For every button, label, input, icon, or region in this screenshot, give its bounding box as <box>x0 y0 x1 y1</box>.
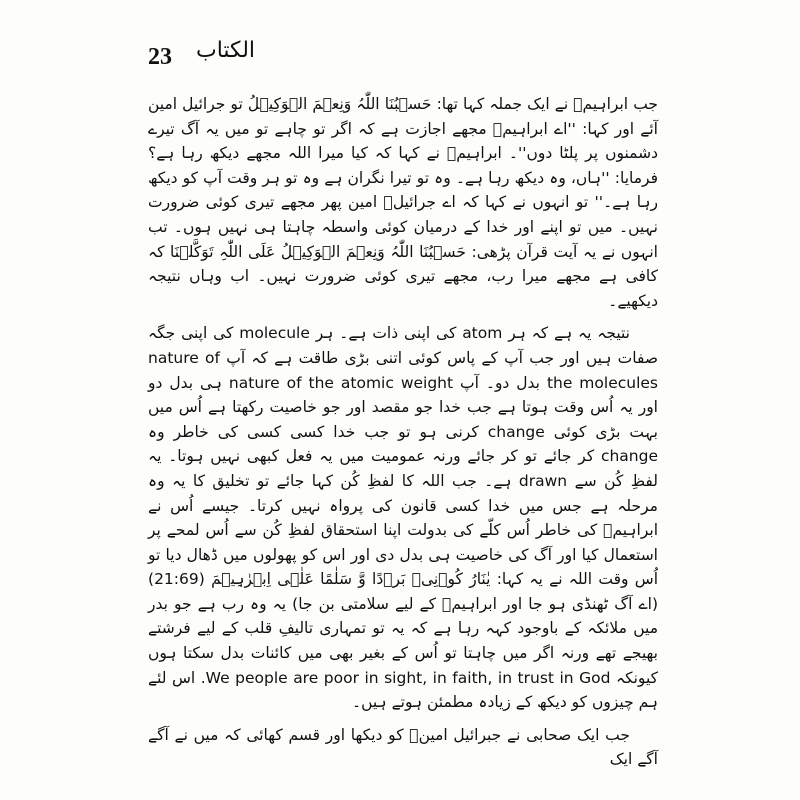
body-text <box>148 92 658 772</box>
page-number: 23 <box>148 44 172 70</box>
paragraph-result: نتیجہ یہ ہے کہ ہر atom کی اپنی ذات ہے۔ ہر molecule کی اپنی جگہ صفات ہیں اور جب آپ کے پاس کوئی اتنی بڑی طاقت ہے کہ آپ nature of the molecules بدل دو۔ آپ nature of the atomic weight ہی بدل دو اور یہ اُس وقت ہوتا ہے جب خدا جو مقصد اور جو خاصیت رکھتا ہے اُس میں بہت بڑی کوئی change کرنی ہو تو جب خدا کسی کسی کی خاطر وہ change کر جائے تو کر جائے ورنہ عمومیت میں یہ فعل کبھی نہیں ہوتا۔ یہ لفظِ کُن سے drawn ہے۔ جب اللہ کا لفظِ کُن کہا جائے تو تخلیق کا یہ وہ مرحلہ ہے جس میں خدا کسی قانون کی پرواہ نہیں کرتا۔ جیسے اُس نے ابراہیمؑ کی خاطر اُس کلّے کی بدولت اپنا استحقاق لفظِ کُن سے اُس لمحے پر استعمال کیا اور آگ کی خاصیت ہی بدل دی اور اس کو پھولوں میں ڈھال دیا تو اُس وقت اللہ نے یہ کہا: یٰنَارُ کُوۡنِیۡ بَرۡدًا وَّ سَلٰمًا عَلٰۤی اِبۡرٰہِیۡمَ (21:69) (اے آگ ٹھنڈی ہو جا اور ابراہیمؑ کے لیے سلامتی بن جا) یہ وہ رب ہے جو بدر میں ملائکہ کے باوجود کہہ رہا ہے کہ یہ تو تمہاری تالیفِ قلب کے لیے فرشتے بھیجے تھے ورنہ اگر میں چاہتا تو اُس کے بغیر بھی میں کائنات بدل سکتا ہوں کیونکہ We people are poor in sight, in faith, in trust in God. اس لئے ہم چیزوں کو دیکھ کے زیادہ مطمئن ہوتے ہیں۔ <box>148 324 659 712</box>
paragraph-ibrahim-fire: جب ابراہیمؑ نے ایک جملہ کہا تھا: حَسۡبُنَا اللّٰہُ وَنِعۡمَ الۡوَکِیۡلُ تو جرائیل امین آئے اور کہا: ''اے ابراہیمؑ مجھے اجازت ہے کہ اگر تو چاہے تو میں یہ آگ تیرے دشمنوں پر پلٹا دوں''۔ ابراہیمؑ نے کہا کہ کیا میرا اللہ مجھے دیکھ رہا ہے؟ فرمایا: ''ہاں، وہ دیکھ رہا ہے۔ وہ تو تیرا نگران ہے وہ تو ہر وقت آپ کو دیکھ رہا ہے۔'' تو انہوں نے کہا کہ اے جرائیلؑ امین پھر مجھے تیری کوئی ضرورت نہیں۔ میں تو اپنے اور خدا کے درمیان کوئی واسطہ چاہتا ہی نہیں ہوں۔ تب انہوں نے یہ آیت قرآن پڑھی: حَسۡبُنَا اللّٰہُ وَنِعۡمَ الۡوَکِیۡلُ عَلَی اللّٰہِ تَوَکَّلۡنَا کہ کافی ہے مجھے میرا رب، مجھے تیری کوئی ضرورت نہیں۔ اب وہاں نتیجہ دیکھیے۔ <box>148 95 658 310</box>
paragraph-sahabi: جب ایک صحابی نے جبرائیل امینؑ کو دیکھا اور قسم کھائی کہ میں نے آگے آگے ایک <box>148 725 658 769</box>
running-title: الکتاب <box>196 38 256 63</box>
